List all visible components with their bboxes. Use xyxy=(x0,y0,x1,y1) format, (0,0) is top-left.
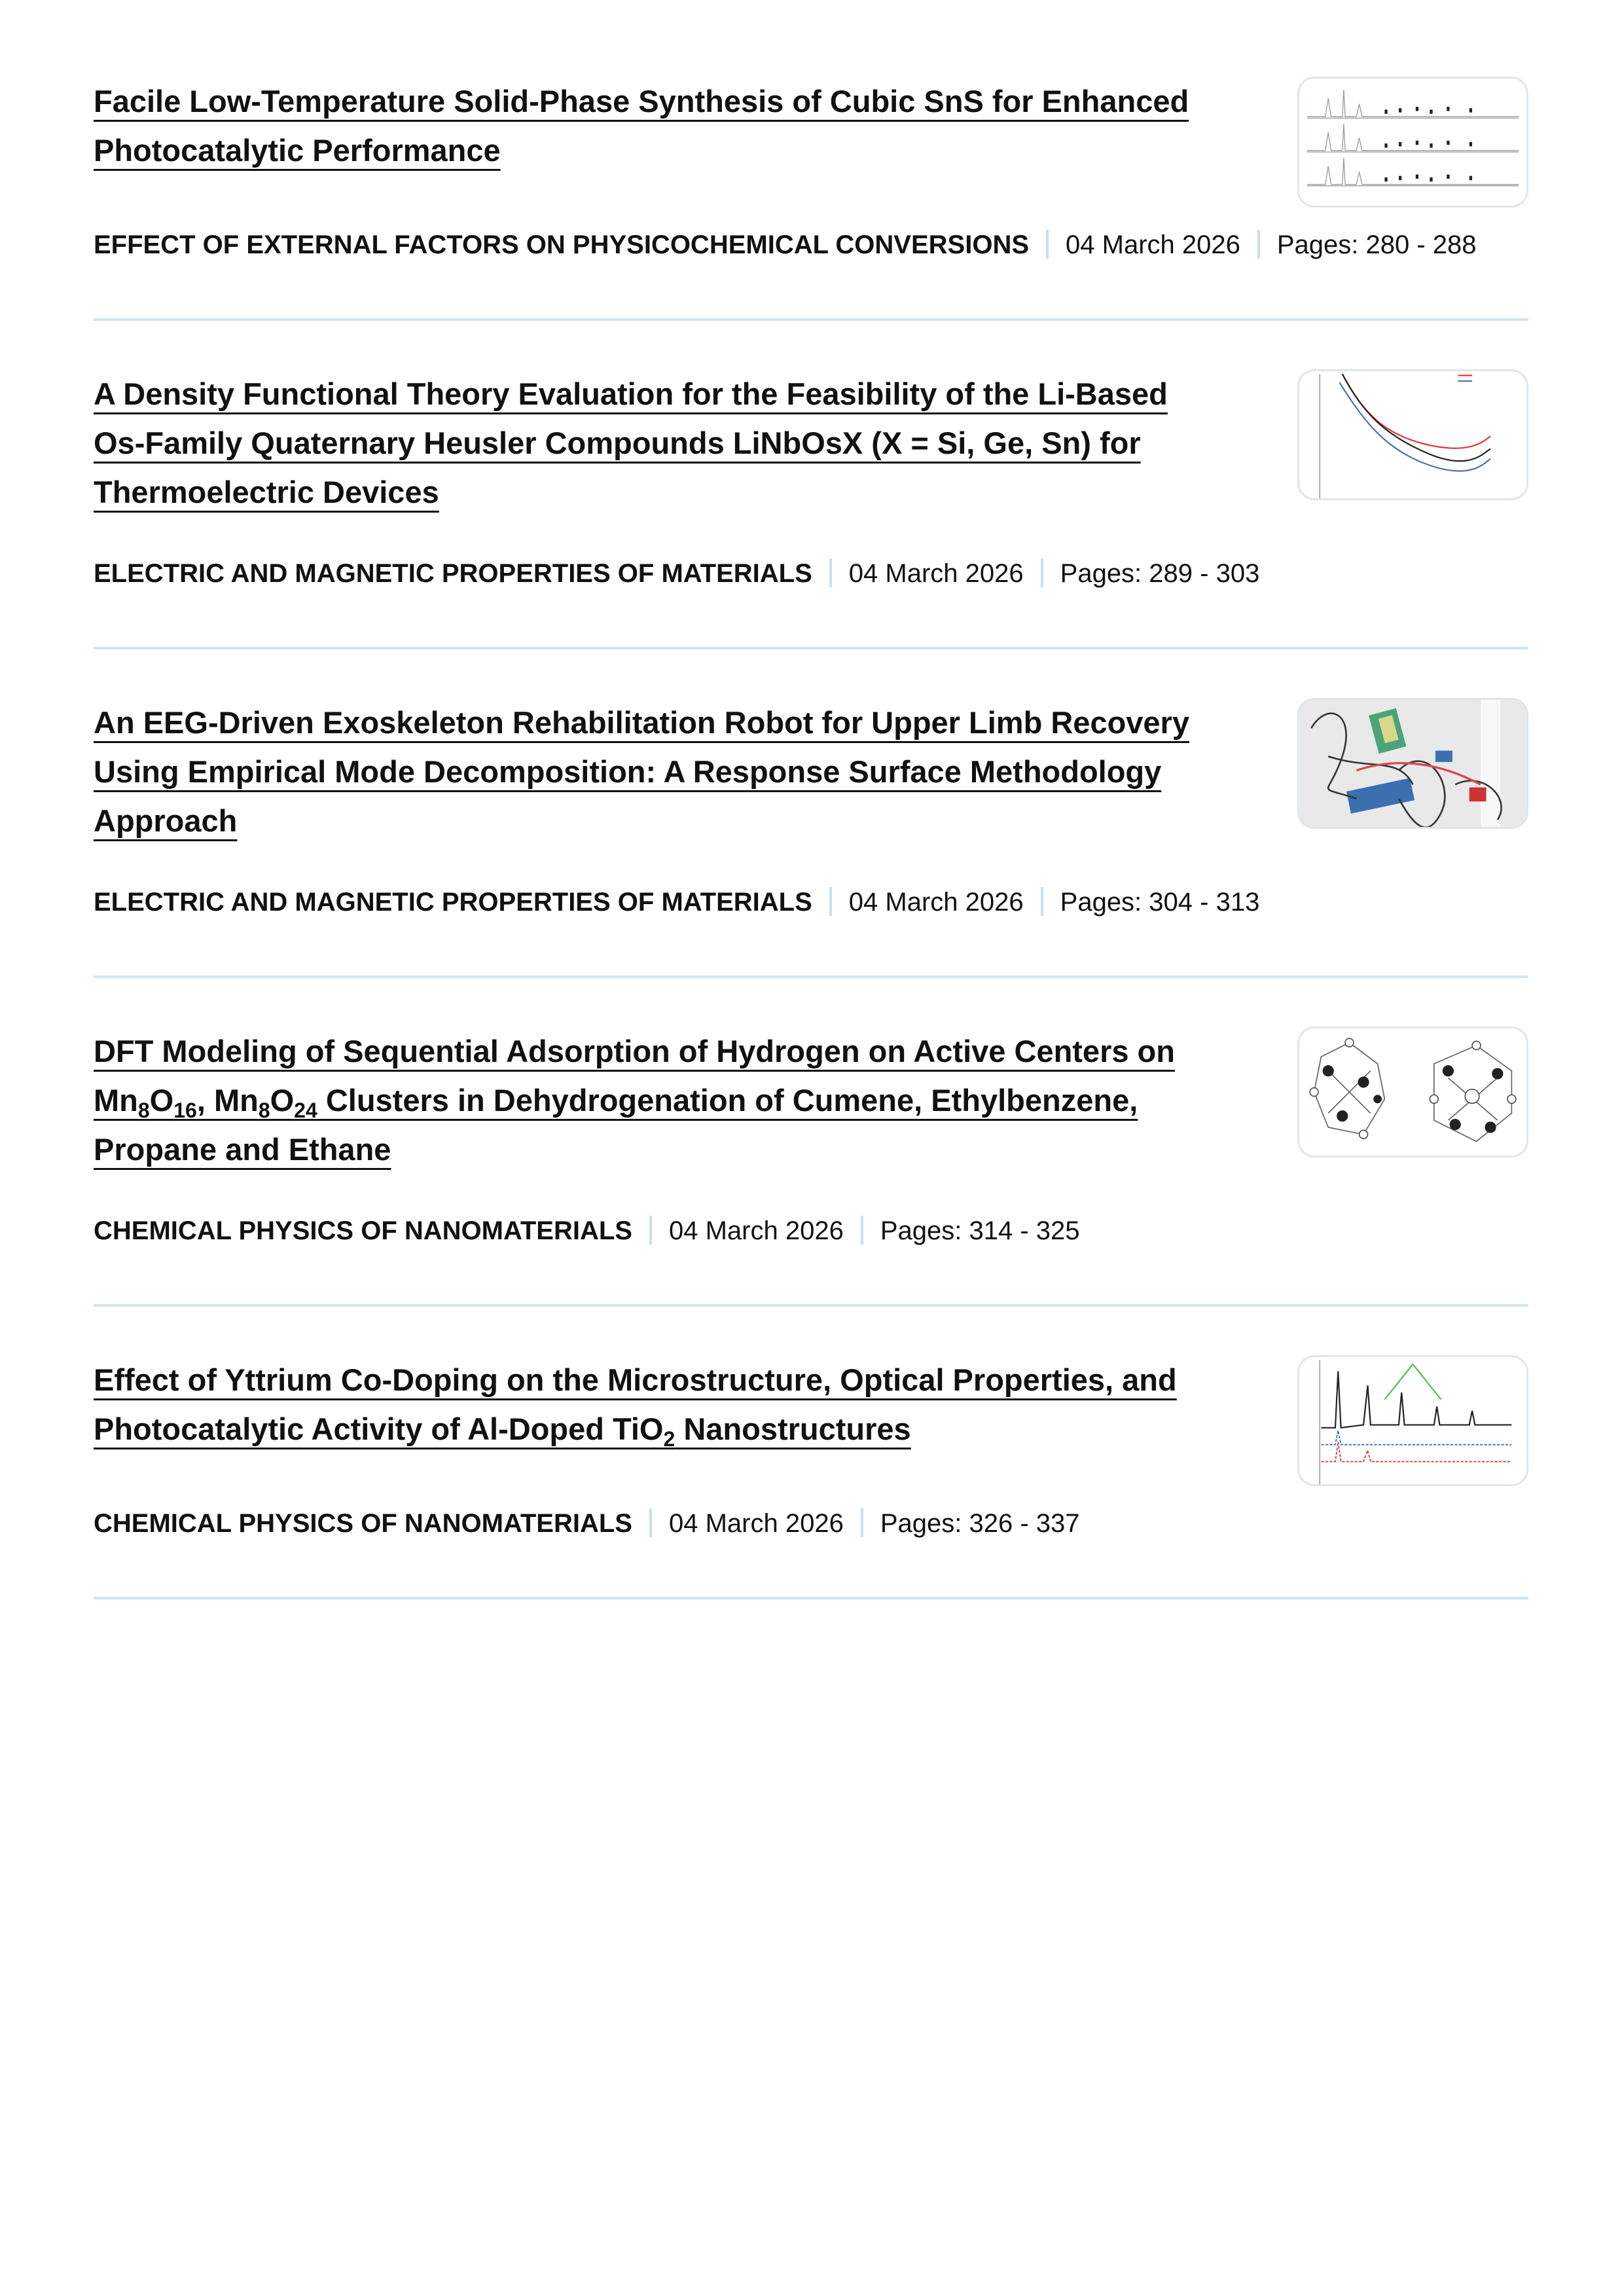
article-category[interactable]: CHEMICAL PHYSICS OF NANOMATERIALS xyxy=(94,1216,632,1245)
molecular-cluster-image xyxy=(1299,1029,1526,1156)
article-title xyxy=(94,77,1226,175)
article-category[interactable]: EFFECT OF EXTERNAL FACTORS ON PHYSICOCHEMICAL CONVERSIONS xyxy=(94,230,1030,259)
spectra-image xyxy=(1299,1357,1526,1484)
article-date: 04 March 2026 xyxy=(1066,230,1240,259)
article-pages: Pages: 289 - 303 xyxy=(1060,559,1260,588)
separator xyxy=(1041,887,1043,916)
energy-curve-image xyxy=(1299,371,1526,498)
subscript: 2 xyxy=(663,1427,676,1451)
article-category[interactable]: CHEMICAL PHYSICS OF NANOMATERIALS xyxy=(94,1509,632,1538)
subscript: 8 xyxy=(137,1099,150,1122)
article-entry xyxy=(94,649,1528,978)
separator xyxy=(829,887,832,916)
article-pages: Pages: 280 - 288 xyxy=(1276,230,1477,259)
article-title-link[interactable]: A Density Functional Theory Evaluation for the Feasibility of the Li-Based Os-Family Quaternary Heusler Compounds LiNbOsX (X = Si, Ge, Sn) for Thermoelectric Devices xyxy=(94,376,1168,509)
article-meta xyxy=(94,1506,1528,1542)
title-text: Effect of Yttrium Co-Doping on the Microstructure, Optical Properties, and Photocatalytic Activity of Al-Doped TiO xyxy=(94,1362,1177,1446)
separator xyxy=(649,1508,652,1537)
article-entry xyxy=(94,1307,1528,1599)
article-pages: Pages: 314 - 325 xyxy=(880,1216,1080,1245)
title-text: , Mn xyxy=(196,1083,259,1118)
article-meta xyxy=(94,556,1528,592)
article-category[interactable]: ELECTRIC AND MAGNETIC PROPERTIES OF MATERIALS xyxy=(94,888,812,917)
article-title xyxy=(94,1027,1226,1174)
article-category[interactable]: ELECTRIC AND MAGNETIC PROPERTIES OF MATERIALS xyxy=(94,559,812,588)
title-text: DFT Modeling of Sequential Adsorption of Hydrogen on Active Centers on Mn xyxy=(94,1034,1175,1118)
separator xyxy=(861,1216,863,1245)
article-entry xyxy=(94,28,1528,321)
article-list xyxy=(94,28,1528,1599)
article-thumbnail[interactable] xyxy=(1297,1027,1528,1157)
article-date: 04 March 2026 xyxy=(848,888,1024,917)
article-pages: Pages: 304 - 313 xyxy=(1060,888,1260,917)
article-meta xyxy=(94,884,1528,920)
article-thumbnail[interactable] xyxy=(1297,1355,1528,1486)
article-entry xyxy=(94,321,1528,649)
article-date: 04 March 2026 xyxy=(669,1509,844,1538)
article-title-link[interactable]: Facile Low-Temperature Solid-Phase Synthesis of Cubic SnS for Enhanced Photocatalytic Performance xyxy=(94,84,1189,168)
separator xyxy=(649,1216,652,1245)
separator xyxy=(1046,230,1049,259)
separator xyxy=(1041,558,1043,587)
robot-hardware-photo xyxy=(1299,700,1526,827)
separator xyxy=(829,558,832,587)
article-thumbnail[interactable] xyxy=(1297,369,1528,500)
article-title-link[interactable] xyxy=(94,1034,1175,1167)
article-title xyxy=(94,698,1226,845)
subscript: 24 xyxy=(294,1099,317,1122)
subscript: 8 xyxy=(258,1099,270,1122)
title-text: Nanostructures xyxy=(675,1412,911,1446)
title-text: O xyxy=(270,1083,295,1118)
separator xyxy=(1257,230,1260,259)
article-thumbnail[interactable] xyxy=(1297,698,1528,829)
article-date: 04 March 2026 xyxy=(848,559,1024,588)
separator xyxy=(861,1508,863,1537)
title-text: O xyxy=(149,1083,174,1118)
article-title xyxy=(94,369,1226,517)
xrd-pattern-image xyxy=(1299,79,1526,206)
title-text: Clusters in Dehydrogenation of Cumene, Ethylbenzene, Propane and Ethane xyxy=(94,1083,1138,1167)
article-title-link[interactable] xyxy=(94,1362,1177,1451)
article-thumbnail[interactable] xyxy=(1297,77,1528,208)
article-meta xyxy=(94,227,1528,263)
article-date: 04 March 2026 xyxy=(669,1216,844,1245)
article-title xyxy=(94,1355,1226,1453)
article-title-link[interactable]: An EEG-Driven Exoskeleton Rehabilitation Robot for Upper Limb Recovery Using Empirical Mode Decomposition: A Response Surface Methodology Approach xyxy=(94,705,1189,838)
article-pages: Pages: 326 - 337 xyxy=(880,1509,1080,1538)
article-meta xyxy=(94,1213,1528,1249)
article-entry xyxy=(94,978,1528,1307)
subscript: 16 xyxy=(173,1099,197,1122)
